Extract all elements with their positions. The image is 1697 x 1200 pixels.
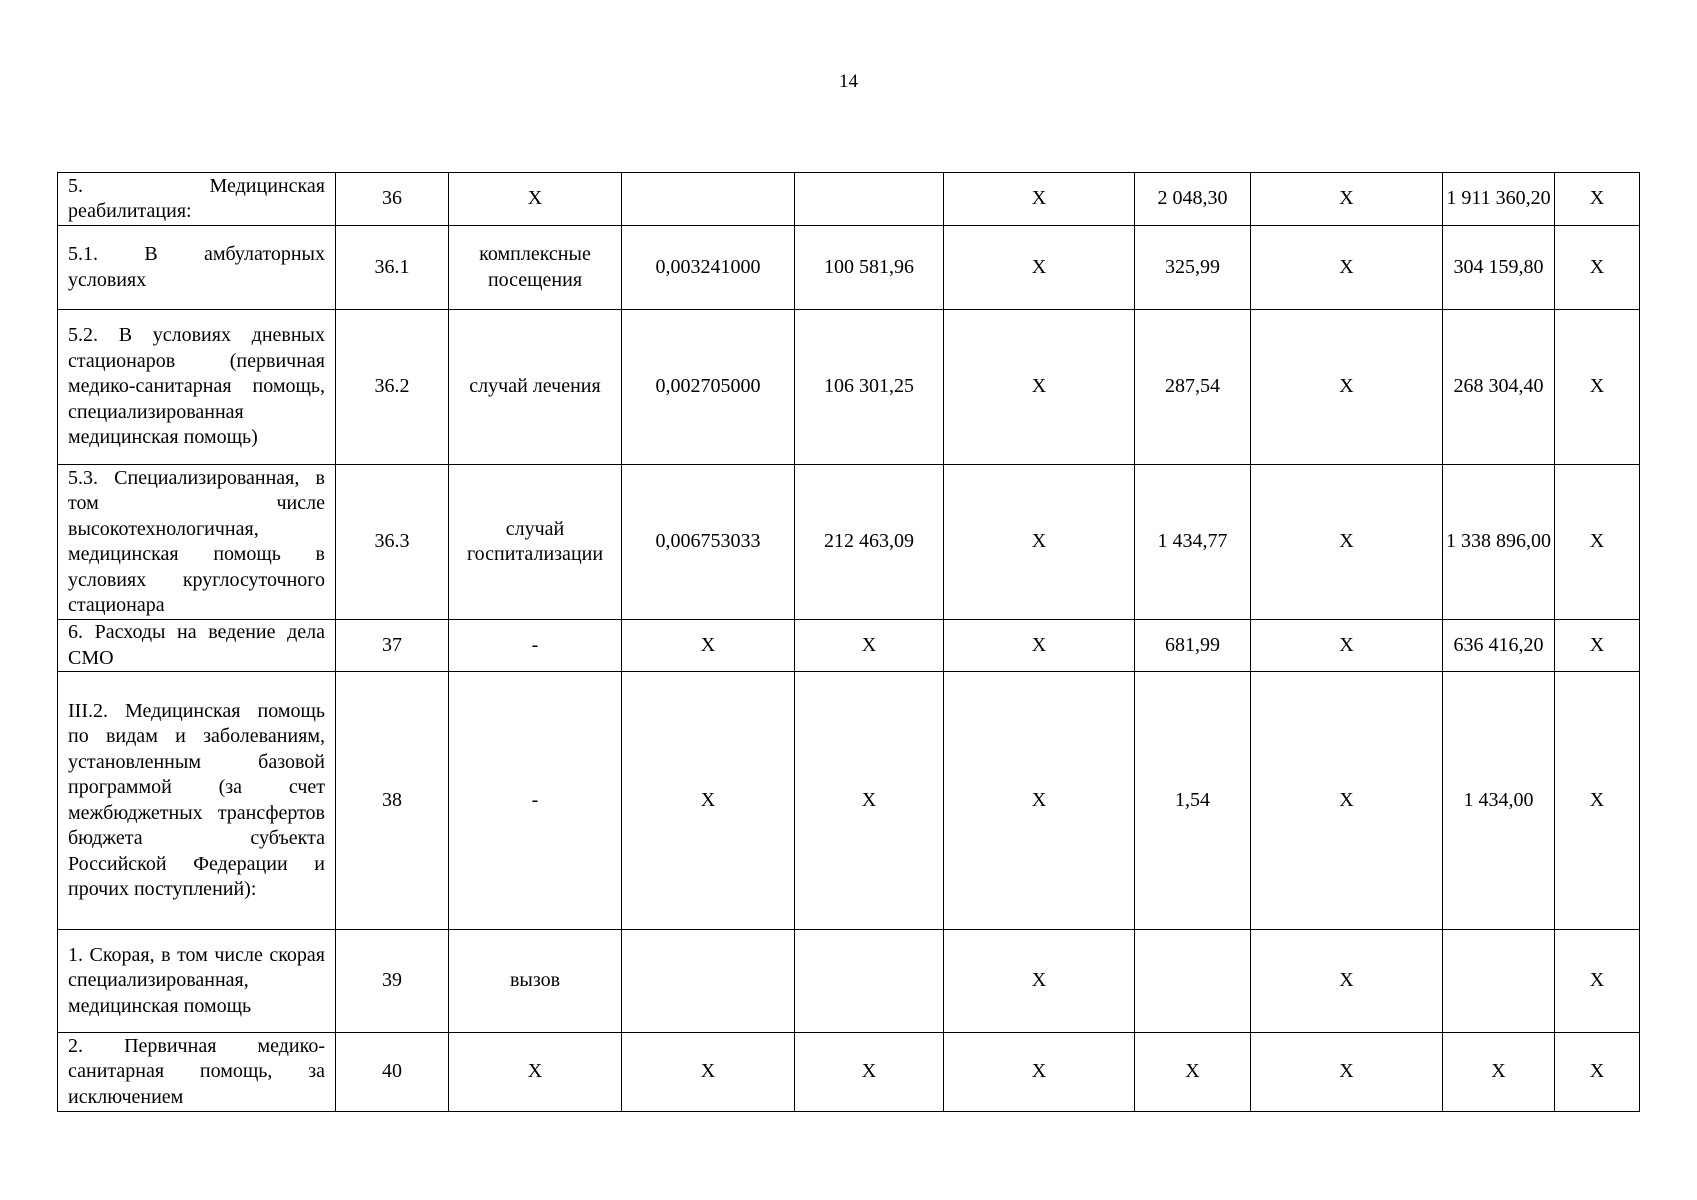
row-name-cell [58,672,336,930]
row-code: 36.1 [336,226,449,310]
row-unit: - [449,672,622,930]
table-row [58,173,1640,226]
row-unit: комплексные посещения [449,226,622,310]
row-col8: Х [1251,672,1443,930]
table-row [58,930,1640,1033]
row-cost: 100 581,96 [795,226,944,310]
row-col8: Х [1251,310,1443,465]
row-unit: - [449,620,622,672]
row-col6: Х [944,620,1135,672]
row-col9: 1 911 360,20 [1443,173,1555,226]
row-col6: Х [944,1033,1135,1112]
row-col7: 1 434,77 [1135,465,1251,620]
row-volume: 0,002705000 [622,310,795,465]
row-name-cell [58,465,336,620]
row-col6: Х [944,465,1135,620]
row-unit: случай лечения [449,310,622,465]
table-row [58,1033,1640,1112]
row-col7: Х [1135,1033,1251,1112]
cost-table [57,172,1640,1112]
row-name-cell [58,930,336,1033]
row-col6: Х [944,226,1135,310]
row-volume [622,930,795,1033]
row-col9 [1443,930,1555,1033]
row-code: 36.3 [336,465,449,620]
row-unit: Х [449,1033,622,1112]
row-col7 [1135,930,1251,1033]
row-cost [795,930,944,1033]
row-col8: Х [1251,620,1443,672]
row-volume: Х [622,620,795,672]
row-col9: Х [1443,1033,1555,1112]
row-name: III.2. Медицинская помощь по видам и заболеваниям, установленным базовой программой (за счет межбюджетных трансфертов бюджета субъекта Российской Федерации и прочих поступлений): [68,699,325,900]
row-col9: 1 434,00 [1443,672,1555,930]
row-col9: 268 304,40 [1443,310,1555,465]
row-col10: Х [1555,672,1640,930]
table-row [58,226,1640,310]
row-col6: Х [944,173,1135,226]
row-col9: 1 338 896,00 [1443,465,1555,620]
row-name: 6. Расходы на ведение дела СМО [68,621,325,669]
row-volume: Х [622,1033,795,1112]
row-col8: Х [1251,1033,1443,1112]
row-cost: 212 463,09 [795,465,944,620]
row-col8: Х [1251,173,1443,226]
table-row [58,620,1640,672]
row-col7: 325,99 [1135,226,1251,310]
row-col10: Х [1555,173,1640,226]
row-col6: Х [944,672,1135,930]
row-name: 5.3. Специализированная, в том числе высокотехнологичная, медицинская помощь в условиях круглосуточного стационара [68,466,325,616]
row-col10: Х [1555,930,1640,1033]
row-col8: Х [1251,465,1443,620]
row-name-cell [58,620,336,672]
row-col9: 304 159,80 [1443,226,1555,310]
row-cost: Х [795,672,944,930]
row-col8: Х [1251,930,1443,1033]
row-col6: Х [944,310,1135,465]
row-col7: 287,54 [1135,310,1251,465]
row-code: 39 [336,930,449,1033]
row-name: 5.1. В амбулаторных условиях [68,243,325,291]
table-row [58,672,1640,930]
row-name: 5. Медицинская реабилитация: [68,174,325,222]
row-cost: 106 301,25 [795,310,944,465]
row-col10: Х [1555,226,1640,310]
row-col7: 1,54 [1135,672,1251,930]
page-number: 14 [839,71,858,92]
row-name: 1. Скорая, в том числе скорая специализированная, медицинская помощь [68,943,325,1017]
row-col7: 681,99 [1135,620,1251,672]
row-col10: Х [1555,310,1640,465]
row-code: 36.2 [336,310,449,465]
row-code: 38 [336,672,449,930]
table-row [58,465,1640,620]
row-col6: Х [944,930,1135,1033]
row-name: 5.2. В условиях дневных стационаров (первичная медико-санитарная помощь, специализированная медицинская помощь) [68,324,325,449]
row-code: 37 [336,620,449,672]
row-unit: вызов [449,930,622,1033]
row-volume: 0,003241000 [622,226,795,310]
row-name-cell [58,173,336,226]
row-volume: 0,006753033 [622,465,795,620]
row-name: 2. Первичная медико-санитарная помощь, за исключением [68,1034,325,1108]
row-name-cell [58,1033,336,1112]
table-row [58,310,1640,465]
row-col10: Х [1555,465,1640,620]
row-cost: Х [795,620,944,672]
row-unit: случай госпитализации [449,465,622,620]
row-volume [622,173,795,226]
row-col9: 636 416,20 [1443,620,1555,672]
row-name-cell [58,310,336,465]
row-code: 36 [336,173,449,226]
row-name-cell [58,226,336,310]
row-cost [795,173,944,226]
row-col8: Х [1251,226,1443,310]
row-col10: Х [1555,620,1640,672]
row-col10: Х [1555,1033,1640,1112]
row-cost: Х [795,1033,944,1112]
row-unit: Х [449,173,622,226]
row-code: 40 [336,1033,449,1112]
row-volume: Х [622,672,795,930]
row-col7: 2 048,30 [1135,173,1251,226]
